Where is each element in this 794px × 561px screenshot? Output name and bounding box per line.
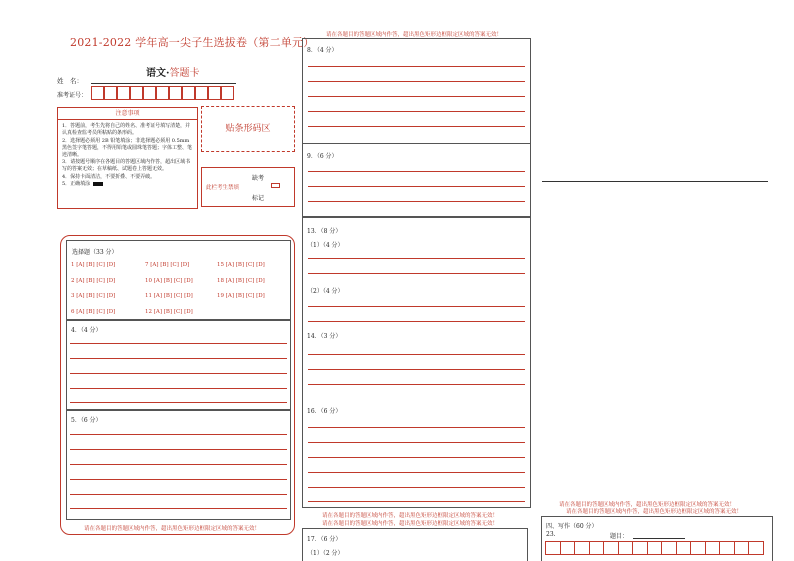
- note-item: 2．选择题必须用 2B 铅笔填涂；非选择题必须用 0.5mm 黑色签字笔答题，不得用铅笔或圆珠笔答题；字体工整、笔迹清晰。: [62, 137, 193, 158]
- answer-line[interactable]: [308, 186, 525, 187]
- answer-line[interactable]: [308, 171, 525, 172]
- answer-line[interactable]: [308, 111, 525, 112]
- question-4-label: 4．（4 分）: [71, 327, 102, 334]
- answer-line[interactable]: [70, 358, 287, 359]
- grid-cell[interactable]: [705, 541, 721, 555]
- id-digit-box[interactable]: [156, 86, 169, 100]
- choice-row[interactable]: 15 [A] [B] [C] [D]: [217, 262, 265, 268]
- id-digit-box[interactable]: [91, 86, 104, 100]
- exam-id-boxes[interactable]: [91, 86, 234, 100]
- answer-line[interactable]: [308, 126, 525, 127]
- answer-card-title: [146, 64, 199, 79]
- grid-cell[interactable]: [603, 541, 619, 555]
- answer-line[interactable]: [308, 354, 525, 355]
- title-dot: ·: [166, 68, 170, 79]
- subject-label: 语文: [146, 68, 166, 79]
- choice-column: [71, 258, 115, 320]
- id-digit-box[interactable]: [117, 86, 130, 100]
- answer-line[interactable]: [70, 402, 287, 403]
- note-item: 5．正确填涂: [62, 181, 91, 187]
- answer-line[interactable]: [70, 388, 287, 389]
- middle-column-top: [302, 38, 531, 218]
- choice-row[interactable]: 12 [A] [B] [C] [D]: [145, 308, 193, 315]
- name-label: 姓 名：: [57, 77, 83, 85]
- grid-cell[interactable]: [748, 541, 764, 555]
- grid-cell[interactable]: [574, 541, 590, 555]
- id-digit-box[interactable]: [221, 86, 234, 100]
- answer-line[interactable]: [308, 306, 525, 307]
- section-divider: [302, 216, 531, 217]
- choice-row[interactable]: 10 [A] [B] [C] [D]: [145, 277, 193, 284]
- answer-line[interactable]: [308, 201, 525, 202]
- choice-row[interactable]: 19 [A] [B] [C] [D]: [217, 293, 265, 299]
- answer-line[interactable]: [70, 464, 287, 465]
- answer-line[interactable]: [308, 472, 525, 473]
- grid-cell[interactable]: [676, 541, 692, 555]
- answer-line[interactable]: [308, 384, 525, 385]
- note-item-fill-example: [62, 181, 193, 188]
- choice-row[interactable]: 7 [A] [B] [C] [D]: [145, 262, 190, 268]
- question-17-1-label: （1）（2 分）: [307, 550, 344, 557]
- answer-line[interactable]: [70, 508, 287, 509]
- answer-line[interactable]: [308, 369, 525, 370]
- notes-body: [58, 120, 197, 192]
- question-23-label: 23.: [546, 531, 556, 538]
- question-9-label: 9．（6 分）: [307, 153, 338, 160]
- grid-cell[interactable]: [560, 541, 576, 555]
- section-divider: [302, 143, 531, 144]
- grid-cell[interactable]: [719, 541, 735, 555]
- boundary-warning: 请在各题目的答题区域内作答，超出黑色矩形边框限定区域的答案无效！: [326, 32, 503, 38]
- choice-column: [145, 258, 193, 320]
- note-item: 1．答题前，考生先将自己的姓名、准考证号填写清楚，并认真检查监考员所粘贴的条形码。: [62, 123, 191, 136]
- column-end-line: [542, 181, 768, 182]
- answer-line[interactable]: [308, 66, 525, 67]
- notes-panel: [57, 107, 198, 209]
- answer-line[interactable]: [70, 449, 287, 450]
- boundary-warning: 请在各题目的答题区域内作答，超出黑色矩形边框限定区域的答案无效！: [559, 502, 736, 508]
- question-16-label: 16．（6 分）: [307, 408, 342, 415]
- answer-line[interactable]: [308, 258, 525, 259]
- answer-line[interactable]: [308, 96, 525, 97]
- boundary-warning: 请在各题目的答题区域内作答，超出黑色矩形边框限定区域的答案无效！: [322, 521, 499, 527]
- id-digit-box[interactable]: [195, 86, 208, 100]
- choice-column: [217, 258, 265, 305]
- question-13-1-label: （1）（4 分）: [307, 242, 344, 249]
- question-4-box: [66, 320, 291, 410]
- grid-cell[interactable]: [545, 541, 561, 555]
- writing-heading: 四、写作（60 分）: [546, 523, 598, 530]
- id-digit-box[interactable]: [130, 86, 143, 100]
- boundary-warning: 请在各题目的答题区域内作答，超出黑色矩形边框限定区域的答案无效！: [84, 526, 261, 532]
- answer-line[interactable]: [308, 442, 525, 443]
- note-item: 4．保持卡面清洁，不要折叠、不要弄破。: [62, 173, 156, 180]
- absent-checkbox[interactable]: [271, 183, 280, 188]
- grid-cell[interactable]: [690, 541, 706, 555]
- choice-row[interactable]: 6 [A] [B] [C] [D]: [71, 308, 116, 315]
- choice-row[interactable]: 2 [A] [B] [C] [D]: [71, 277, 116, 284]
- name-field[interactable]: [91, 83, 236, 84]
- topic-label: 题目：: [610, 533, 629, 540]
- answer-line[interactable]: [308, 273, 525, 274]
- grid-cell[interactable]: [661, 541, 677, 555]
- choice-heading: 选择题（33 分）: [72, 249, 118, 256]
- question-5-box: [66, 410, 291, 520]
- id-digit-box[interactable]: [208, 86, 221, 100]
- answer-line[interactable]: [70, 373, 287, 374]
- choice-row[interactable]: 11 [A] [B] [C] [D]: [145, 293, 193, 299]
- question-5-label: 5．（6 分）: [71, 417, 102, 424]
- question-14-label: 14．（3 分）: [307, 333, 342, 340]
- answer-line[interactable]: [308, 487, 525, 488]
- composition-grid[interactable]: [545, 541, 763, 555]
- id-digit-box[interactable]: [104, 86, 117, 100]
- absent-label-top: 缺考: [252, 175, 265, 182]
- exam-title: 2021-2022 学年高一尖子生选拔卷（第二单元）: [70, 36, 315, 49]
- grid-cell[interactable]: [589, 541, 605, 555]
- question-13-label: 13．（8 分）: [307, 228, 342, 235]
- absent-note: 此栏考生禁填: [206, 185, 240, 191]
- id-digit-box[interactable]: [182, 86, 195, 100]
- grid-cell[interactable]: [618, 541, 634, 555]
- answer-line[interactable]: [70, 479, 287, 480]
- middle-column-bottom: [302, 218, 531, 508]
- answer-line[interactable]: [70, 494, 287, 495]
- boundary-warning: 请在各题目的答题区域内作答，超出黑色矩形边框限定区域的答案无效！: [322, 513, 499, 519]
- grid-cell[interactable]: [734, 541, 750, 555]
- absent-mark-panel: [201, 167, 295, 207]
- answer-line[interactable]: [70, 343, 287, 344]
- barcode-area: 贴条形码区: [201, 106, 295, 152]
- choice-row[interactable]: 1 [A] [B] [C] [D]: [71, 262, 116, 268]
- exam-id-label: 准考证号：: [57, 92, 88, 99]
- grid-cell[interactable]: [632, 541, 648, 555]
- grid-cell[interactable]: [647, 541, 663, 555]
- id-digit-box[interactable]: [169, 86, 182, 100]
- answer-line[interactable]: [308, 321, 525, 322]
- question-8-label: 8．（4 分）: [307, 47, 338, 54]
- choice-row[interactable]: 3 [A] [B] [C] [D]: [71, 293, 116, 299]
- writing-section: [541, 516, 773, 561]
- note-item: 3．请按题号顺序在各题目的答题区域内作答，超出区域书写的答案无效；在草稿纸、试题卷上答题无效。: [62, 159, 191, 172]
- filled-mark-icon: [93, 182, 103, 186]
- notes-heading: 注意事项: [58, 108, 197, 120]
- topic-field[interactable]: [633, 538, 685, 539]
- absent-label-bottom: 标记: [252, 195, 265, 202]
- middle-column-next: [302, 528, 528, 561]
- boundary-warning: 请在各题目的答题区域内作答，超出黑色矩形边框限定区域的答案无效！: [566, 509, 743, 515]
- multiple-choice-section: [66, 240, 291, 320]
- question-13-2-label: （2）（4 分）: [307, 288, 344, 295]
- answer-line[interactable]: [70, 434, 287, 435]
- id-digit-box[interactable]: [143, 86, 156, 100]
- question-17-label: 17．（6 分）: [307, 536, 342, 543]
- answer-line[interactable]: [308, 81, 525, 82]
- card-name: 答题卡: [169, 68, 200, 79]
- answer-line[interactable]: [308, 427, 525, 428]
- answer-line[interactable]: [308, 457, 525, 458]
- answer-line[interactable]: [308, 501, 525, 502]
- choice-row[interactable]: 18 [A] [B] [C] [D]: [217, 277, 265, 284]
